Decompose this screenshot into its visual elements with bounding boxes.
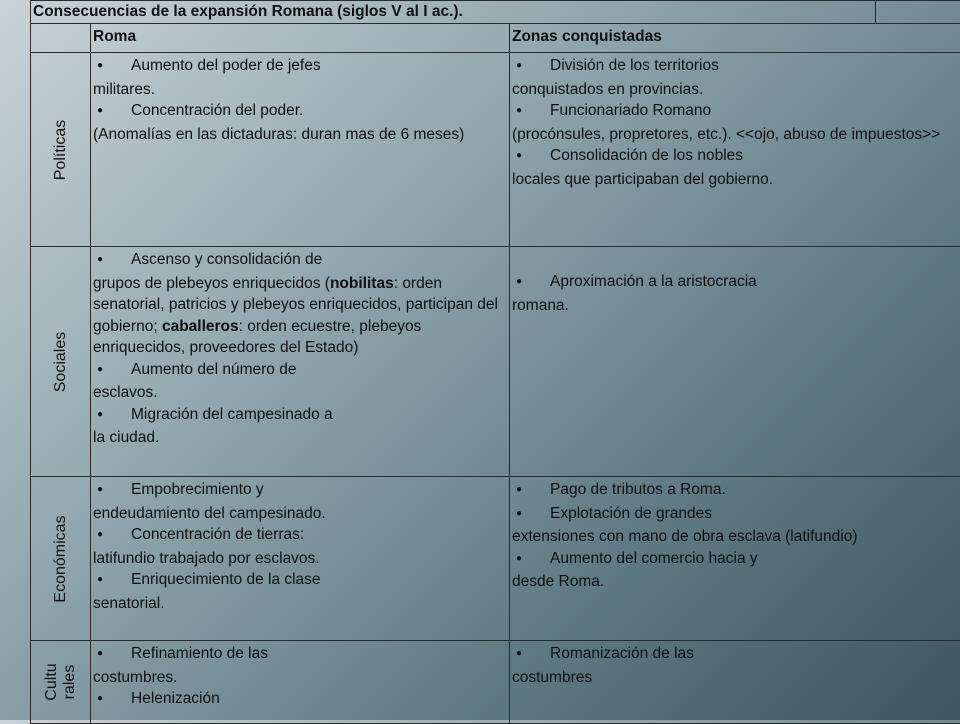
bullet-item	[512, 271, 958, 295]
row-label-sociales: Sociales	[52, 331, 70, 391]
line-text: (procónsules, propretores, etc.). <<ojo, abuso de impuestos>>	[512, 126, 940, 143]
bullet-item	[93, 55, 507, 79]
line-text: romana.	[512, 297, 569, 314]
line-text: División de los territorios	[550, 57, 719, 74]
bullet-item	[93, 359, 507, 383]
row-label-economicas: Económicas	[52, 515, 70, 602]
line-text: Pago de tributos a Roma.	[550, 481, 726, 498]
line-text: costumbres.	[93, 669, 177, 686]
line-text: Refinamiento de las	[131, 645, 268, 662]
bullet-dot-icon	[93, 524, 131, 548]
column-header-zonas: Zonas conquistadas	[510, 24, 960, 53]
text-fragment: : orden senatorial, patricios y plebeyos enriquecidos, participan del gobierno;	[93, 275, 498, 335]
line-text: militares.	[93, 81, 155, 98]
row-label-cell-economicas	[31, 477, 91, 641]
line-text: Aproximación a la aristocracia	[550, 273, 757, 290]
row-label-cell-politicas	[31, 53, 91, 247]
cell-culturales-zonas	[510, 641, 960, 724]
bullet-continuation	[93, 273, 507, 359]
line-text: Consolidación de los nobles	[550, 147, 743, 164]
line-text: locales que participaban del gobierno.	[512, 171, 773, 188]
bullet-continuation	[93, 593, 507, 615]
line-text: Ascenso y consolidación de	[131, 251, 322, 268]
bullet-dot-icon	[512, 271, 550, 295]
bold-term: nobilitas	[330, 275, 394, 292]
row-label-cell-culturales	[31, 641, 91, 724]
row-label-politicas: Políticas	[52, 119, 70, 179]
bullet-continuation	[512, 667, 958, 689]
cell-politicas-roma	[91, 53, 510, 247]
bullet-item	[93, 524, 507, 548]
text-fragment: : orden ecuestre, plebeyos enriquecidos, proveedores del Estado)	[93, 318, 421, 357]
cell-politicas-zonas	[510, 53, 960, 247]
bullet-item	[93, 404, 507, 428]
line-text: costumbres	[512, 669, 592, 686]
bullet-item	[512, 643, 958, 667]
bullet-continuation	[512, 79, 958, 101]
line-text: Funcionariado Romano	[550, 102, 711, 119]
line-text: Aumento del comercio hacia y	[550, 550, 758, 567]
line-text: Aumento del poder de jefes	[131, 57, 321, 74]
bullet-dot-icon	[512, 145, 550, 169]
line-text: Explotación de grandes	[550, 505, 712, 522]
bullet-dot-icon	[93, 479, 131, 503]
bullet-item	[93, 100, 507, 124]
bullet-continuation	[512, 169, 958, 191]
bullet-dot-icon	[93, 688, 131, 712]
bullet-item	[93, 643, 507, 667]
bullet-dot-icon	[93, 404, 131, 428]
line-text: Empobrecimiento y	[131, 481, 264, 498]
bullet-continuation	[512, 571, 958, 593]
bullet-dot-icon	[93, 55, 131, 79]
line-text: esclavos.	[93, 384, 158, 401]
bullet-continuation	[93, 503, 507, 525]
bullet-dot-icon	[93, 569, 131, 593]
bullet-item	[512, 548, 958, 572]
line-text: latifundio trabajado por esclavos.	[93, 550, 320, 567]
row-label-culturales: Cultu rales	[43, 662, 79, 702]
line-text: Concentración del poder.	[131, 102, 303, 119]
bullet-dot-icon	[93, 249, 131, 273]
cell-sociales-roma	[91, 247, 510, 477]
line-text: la ciudad.	[93, 429, 159, 446]
header-blank-cell	[31, 24, 91, 53]
bullet-dot-icon	[93, 643, 131, 667]
bullet-dot-icon	[512, 643, 550, 667]
line-text: senatorial.	[93, 595, 165, 612]
line-text: Helenización	[131, 690, 220, 707]
line-text: endeudamiento del campesinado.	[93, 505, 326, 522]
bullet-item	[512, 145, 958, 169]
bullet-continuation	[93, 382, 507, 404]
bullet-continuation	[512, 526, 958, 548]
bullet-dot-icon	[512, 55, 550, 79]
bullet-dot-icon	[512, 100, 550, 124]
bullet-item	[512, 55, 958, 79]
line-text: desde Roma.	[512, 573, 604, 590]
bullet-item	[93, 688, 507, 712]
bullet-dot-icon	[512, 479, 550, 503]
bullet-item	[93, 479, 507, 503]
table-title: Consecuencias de la expansión Romana (siglos V al I ac.).	[31, 1, 876, 24]
bullet-continuation	[512, 295, 958, 317]
line-text: (Anomalías en las dictaduras: duran mas de 6 meses)	[93, 126, 464, 143]
bullet-continuation	[93, 427, 507, 449]
line-text: Enriquecimiento de la clase	[131, 571, 321, 588]
column-header-roma: Roma	[91, 24, 510, 53]
text-fragment: grupos de plebeyos enriquecidos (	[93, 275, 330, 292]
bold-term: caballeros	[162, 318, 239, 335]
bullet-continuation	[93, 548, 507, 570]
bullet-item	[512, 503, 958, 527]
bullet-item	[512, 100, 958, 124]
line-text: extensiones con mano de obra esclava (latifundio)	[512, 528, 858, 545]
bullet-continuation	[512, 124, 958, 146]
cell-economicas-zonas	[510, 477, 960, 641]
line-text: conquistados en provincias.	[512, 81, 703, 98]
cell-sociales-zonas	[510, 247, 960, 477]
bullet-item	[93, 249, 507, 273]
line-text: Romanización de las	[550, 645, 694, 662]
cell-economicas-roma	[91, 477, 510, 641]
bullet-continuation	[93, 79, 507, 101]
cell-culturales-roma	[91, 641, 510, 724]
bullet-item	[93, 569, 507, 593]
line-text: Migración del campesinado a	[131, 406, 333, 423]
bullet-dot-icon	[93, 359, 131, 383]
line-text: Concentración de tierras:	[131, 526, 304, 543]
consequences-table	[30, 0, 960, 724]
bullet-dot-icon	[93, 100, 131, 124]
bullet-dot-icon	[512, 503, 550, 527]
bullet-continuation	[93, 124, 507, 146]
bullet-dot-icon	[512, 548, 550, 572]
bullet-item	[512, 479, 958, 503]
row-label-cell-sociales	[31, 247, 91, 477]
title-blank-cell	[876, 1, 960, 24]
line-text: Aumento del número de	[131, 361, 296, 378]
bullet-continuation	[93, 667, 507, 689]
